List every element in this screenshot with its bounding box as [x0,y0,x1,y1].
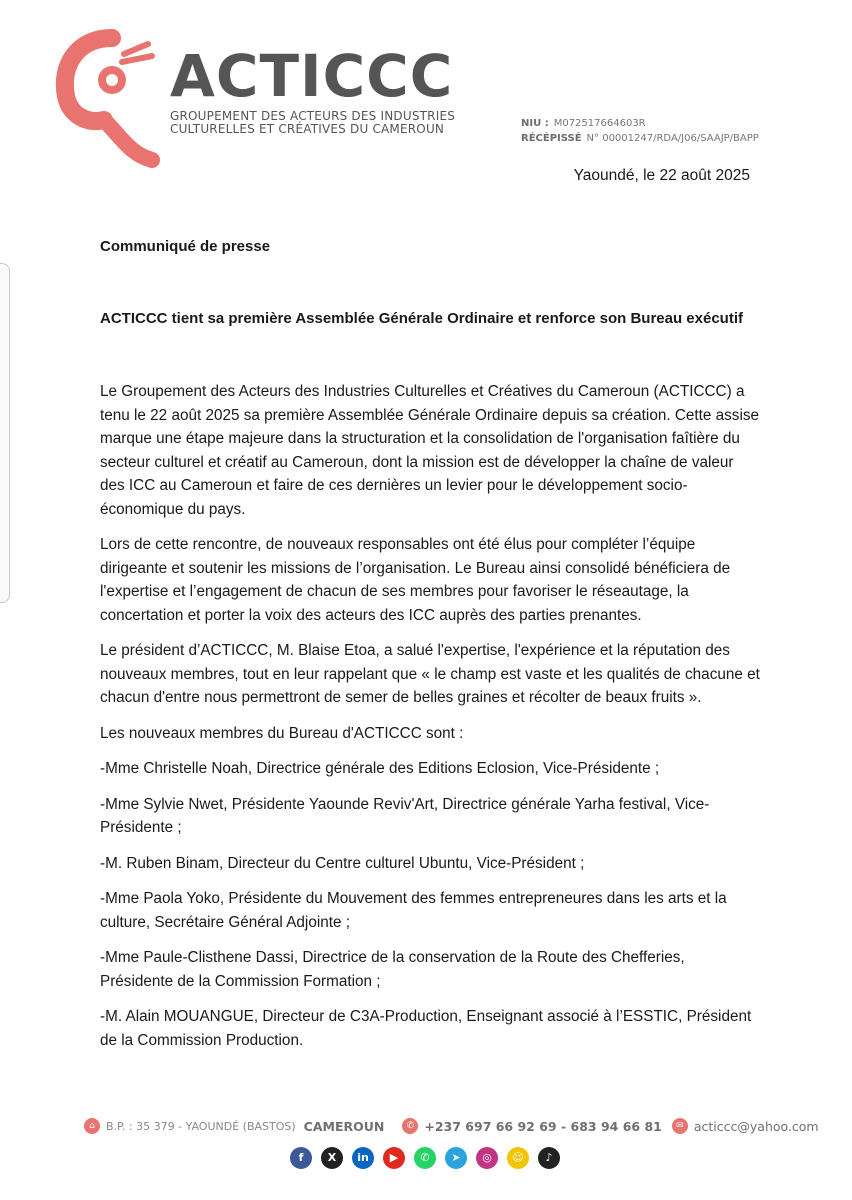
paragraph-2: Lors de cette rencontre, de nouveaux responsables ont été élus pour compléter l’équipe dirigeante et soutenir les missions de l’organisation. Le Bureau ainsi consolidé bénéficiera de l'expertise et l’engagement de chacun de ses membres pour favoriser le réseautage, la concertation et porter la voix des acteurs des ICC auprès des parties prenantes. [100,536,731,624]
social-links [290,1147,560,1169]
member-item: -M. Alain MOUANGUE, Directeur de C3A-Production, Enseignant associé à l’ESSTIC, Président de la Commission Production. [100,1008,752,1049]
niu-value: M072517664603R [553,118,646,129]
footer-email[interactable]: acticcc@yahoo.com [693,1118,819,1134]
x-icon[interactable]: X [321,1147,343,1169]
recepisse-label: RÉCÉPISSÉ [521,133,582,144]
footer-phones: +237 697 66 92 69 - 683 94 66 81 [424,1118,662,1134]
member-item: -Mme Paola Yoko, Présidente du Mouvement des femmes entrepreneures dans les arts et la culture, Secrétaire Général Adjointe ; [100,890,727,931]
document-date: Yaoundé, le 22 août 2025 [573,167,750,184]
phone-icon: ✆ [402,1118,418,1134]
instagram-icon[interactable]: ◎ [476,1147,498,1169]
brand-subtitle-line1: GROUPEMENT DES ACTEURS DES INDUSTRIES [170,109,456,123]
facebook-icon[interactable]: f [290,1147,312,1169]
home-icon: ⌂ [84,1118,100,1134]
linkedin-icon[interactable]: in [352,1147,374,1169]
page-edge [0,263,10,603]
footer-address: B.P. : 35 379 - YAOUNDÉ (BASTOS) [106,1119,296,1133]
telegram-icon[interactable]: ➤ [445,1147,467,1169]
member-item: -Mme Paule-Clisthene Dassi, Directrice de la conservation de la Route des Chefferies, Présidente de la Commission Formation ; [100,949,685,990]
footer-contact [84,1118,819,1134]
brand-subtitle-line2: CULTURELLES ET CRÉATIVES DU CAMEROUN [170,122,445,136]
member-item: -M. Ruben Binam, Directeur du Centre culturel Ubuntu, Vice-Président ; [100,854,585,872]
headline: ACTICCC tient sa première Assemblée Générale Ordinaire et renforce son Bureau exécutif [100,310,743,327]
youtube-icon[interactable]: ▶ [383,1147,405,1169]
member-item: -Mme Sylvie Nwet, Présidente Yaounde Reviv'Art, Directrice générale Yarha festival, Vice-Présidente ; [100,795,710,836]
body-text [100,380,760,1064]
brand-block [170,42,456,136]
snapchat-icon[interactable]: ☺ [507,1147,529,1169]
tiktok-icon[interactable]: ♪ [538,1147,560,1169]
members-intro: Les nouveaux membres du Bureau d'ACTICCC sont : [100,724,464,742]
paragraph-1: Le Groupement des Acteurs des Industries Culturelles et Créatives du Cameroun (ACTICCC) a tenu le 22 août 2025 sa première Assemblée Générale Ordinaire depuis sa création. Cette assise marque une étape majeure dans la structuration et la consolidation de l'organisation faîtière du secteur culturel et créatif au Cameroun, dont la mission est de développer la chaîne de valeur des ICC au Cameroun et faire de ces dernières un levier pour le développement socio-économique du pays. [100,383,759,518]
registration-info [521,116,759,146]
mail-icon: ✉ [672,1118,688,1134]
member-item: -Mme Christelle Noah, Directrice générale des Editions Eclosion, Vice-Présidente ; [100,760,660,777]
recepisse-value: N° 00001247/RDA/J06/SAAJP/BAPP [586,133,759,144]
niu-label: NIU : [521,118,549,129]
whatsapp-icon[interactable]: ✆ [414,1147,436,1169]
press-release-label: Communiqué de presse [100,238,271,255]
paragraph-3: Le président d’ACTICCC, M. Blaise Etoa, a salué l'expertise, l'expérience et la réputation des nouveaux membres, tout en leur rappelant que « le champ est vaste et les qualités de chacune et chacun d'entre nous permettront de semer de belles graines et récolter de beaux fruits ». [100,642,760,706]
acticcc-logo-icon [52,28,172,168]
brand-name: ACTICCC [170,42,454,110]
footer-country: CAMEROUN [303,1118,385,1134]
